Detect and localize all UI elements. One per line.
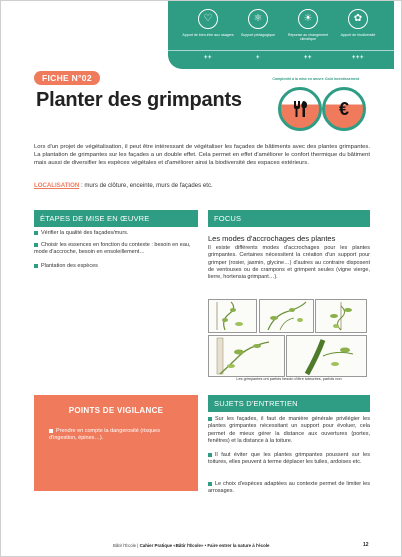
criterion-score: ++ xyxy=(203,55,212,61)
vigilance-item-text: Prendre en compte la dangerosité (risques d'ingestion, épines…). xyxy=(49,428,160,442)
entretien-item xyxy=(208,452,370,467)
bullet-square-icon xyxy=(208,453,212,457)
bullet-square-icon xyxy=(49,429,53,433)
cost-badge xyxy=(322,87,366,131)
tools-icon xyxy=(289,98,311,120)
criterion-label: Support pédagogique xyxy=(240,33,276,37)
criterion-label: Apport de biodiversité xyxy=(340,33,376,37)
bullet-square-icon xyxy=(208,417,212,421)
heart-icon: ♡ xyxy=(198,9,218,29)
vigilance-box xyxy=(34,395,198,491)
illustration-climbing-3 xyxy=(315,299,367,333)
criterion-wellbeing xyxy=(182,9,234,37)
criteria-panel xyxy=(168,1,394,69)
criterion-score: ++ xyxy=(303,55,312,61)
complexity-badge xyxy=(278,87,322,131)
criterion-score: +++ xyxy=(351,55,364,61)
etapes-header: ÉTAPES DE MISE EN ŒUVRE xyxy=(34,210,198,227)
etapes-item xyxy=(34,242,198,257)
vigilance-title: POINTS DE VIGILANCE xyxy=(68,406,164,415)
etapes-item-text: Plantation des espèces xyxy=(41,263,98,269)
criterion-label: Apport de bien-être aux usagers xyxy=(182,33,234,37)
criterion-climate xyxy=(282,9,334,42)
page-number: 12 xyxy=(363,542,369,548)
focus-subtitle: Les modes d'accrochages des plantes xyxy=(208,234,336,243)
criteria-divider xyxy=(168,50,394,51)
entretien-item-text: Il faut éviter que les plantes grimpantes poussent sur les toitures, elles peuvent à terme déplacer les tuiles, ardoises etc. xyxy=(208,452,370,466)
etapes-item xyxy=(34,230,198,237)
entretien-item-text: Le choix d'espèces adaptées au contexte permet de limiter les arrosages. xyxy=(208,481,370,495)
atom-icon: ⚛ xyxy=(248,9,268,29)
badge-caption-cost: Coût investissement xyxy=(324,77,360,81)
focus-header: FOCUS xyxy=(208,210,370,227)
footer xyxy=(113,543,269,548)
illustration-climbing-5 xyxy=(286,335,367,377)
climbing-plant-illustration xyxy=(316,300,366,332)
bullet-square-icon xyxy=(34,264,38,268)
intro-paragraph: Lors d'un projet de végétalisation, il peut être intéressant de végétaliser les façades de bâtiments avec des plantes grimpantes. La plantation de grimpantes sur les façades a un double effet. Cela permet en effet d'améliorer le confort thermique du bâtiment mais aussi de diversifier les espèces végétales et d'améliorer ainsi la biodiversité des espaces extérieurs. xyxy=(34,144,370,166)
criterion-label: Réponse au changement climatique xyxy=(287,33,329,42)
illustration-climbing-4 xyxy=(208,335,285,377)
localisation-text: : murs de clôture, enceinte, murs de façades etc. xyxy=(79,182,213,189)
illustration-climbing-1 xyxy=(208,299,257,333)
page-title: Planter des grimpants xyxy=(36,89,242,111)
illustration-caption: Les grimpantes ont parfois besoin d'être tuteurées, parfois non xyxy=(236,377,342,381)
climbing-plant-illustration xyxy=(209,300,256,332)
footer-title: Cahier Pratique «Bâtir l'École» • Faire entrer la nature à l'école xyxy=(139,543,270,548)
etapes-item xyxy=(34,263,198,270)
climbing-plant-illustration xyxy=(260,300,313,332)
fiche-tag: FICHE N°02 xyxy=(34,71,100,85)
bee-icon: ✿ xyxy=(348,9,368,29)
bullet-square-icon xyxy=(208,482,212,486)
etapes-item-text: Choisir les essences en fonction du contexte : besoin en eau, mode d'accroche, besoin en ensoleillement… xyxy=(34,242,191,256)
euro-icon: € xyxy=(338,98,349,119)
localisation-line xyxy=(34,182,213,189)
entretien-item xyxy=(208,416,370,445)
bullet-square-icon xyxy=(34,231,38,235)
footer-prefix: Bâtir l'École | xyxy=(113,543,140,548)
badge-caption-complexity: Complexité à la mise en œuvre xyxy=(272,77,324,81)
entretien-item xyxy=(208,481,370,496)
vigilance-item xyxy=(49,428,189,443)
bullet-square-icon xyxy=(34,243,38,247)
criterion-pedagogy xyxy=(232,9,284,37)
sun-icon: ☀ xyxy=(298,9,318,29)
climbing-plant-illustration xyxy=(287,336,366,376)
illustration-climbing-2 xyxy=(259,299,314,333)
climbing-plant-illustration xyxy=(209,336,284,376)
entretien-header: SUJETS D'ENTRETIEN xyxy=(208,395,370,412)
criterion-biodiversity xyxy=(332,9,384,37)
criterion-score: + xyxy=(255,55,260,61)
entretien-item-text: Sur les façades, il faut de manière générale privilégier les plantes grimpantes nécessitant un support pour évoluer, cela permet de mieux gérer la distance aux ouvertures (portes, fenêtres) et la distance à la toiture. xyxy=(208,416,370,444)
focus-paragraph: Il existe différents modes d'accrochages pour les plantes grimpantes. Certaines nécessitent la création d'un support pour grimper (rosier, jasmin, glycine…) d'autres au contraire disposent de ventouses ou de crampons et grimpent seules (vigne vierge, lierre, hortensia grimpant…). xyxy=(208,245,370,281)
localisation-key: LOCALISATION xyxy=(34,182,80,189)
etapes-item-text: Vérifier la qualité des façades/murs. xyxy=(41,230,129,236)
